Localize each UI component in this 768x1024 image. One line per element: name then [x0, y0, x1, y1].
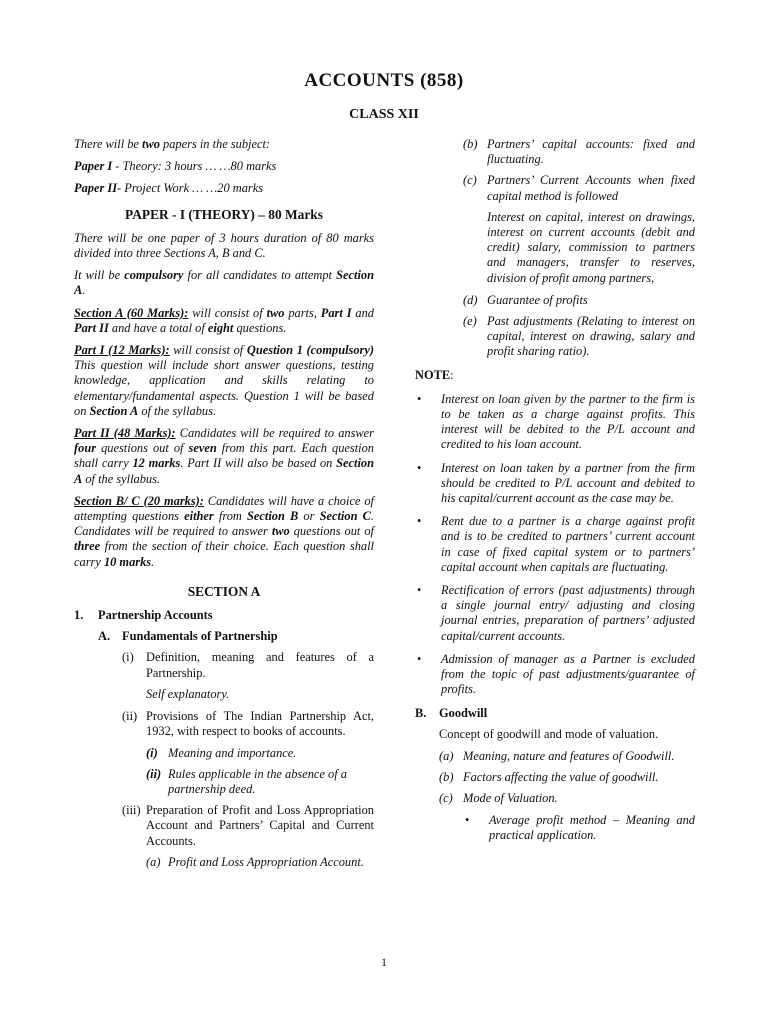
- section-bc-paragraph: Section B/ C (20 marks): Candidates will have a choice of attempting questions either from Section B or Section C. Candidates will be required to answer two questions out of three from the section of their choice. Each question shall carry 10 marks.: [74, 493, 374, 569]
- goodwill-item-b: (b) Factors affecting the value of goodwill.: [439, 770, 659, 785]
- item-e: (e) Past adjustments (Relating to interest on capital, interest on drawing, salary and profit sharing ratio).: [463, 314, 695, 359]
- note-heading: NOTE:: [415, 367, 454, 382]
- bullet-icon: •: [417, 391, 422, 406]
- theory-heading: PAPER - I (THEORY) – 80 Marks: [125, 206, 323, 222]
- goodwill-intro: Concept of goodwill and mode of valuation.: [439, 726, 659, 741]
- topic-partnership-accounts: 1. Partnership Accounts: [74, 608, 213, 623]
- goodwill-item-c: (c) Mode of Valuation.: [439, 791, 558, 806]
- page-number: 1: [381, 955, 387, 969]
- paper-2-line: Paper II- Project Work … …20 marks: [74, 181, 264, 196]
- item-c-detail: Interest on capital, interest on drawings, interest on current accounts (debit and credit) salary, commission to partners and managers, transfer to reserves, division of profit among partners,: [487, 209, 695, 285]
- note-bullet: • Rectification of errors (past adjustments) through a single journal entry/ adjusting and closing journal entries, preparation of partners’ adjusted capital/current accounts.: [417, 583, 695, 643]
- subtopic-fundamentals: A. Fundamentals of Partnership: [98, 629, 278, 644]
- note-bullet: • Admission of manager as a Partner is excluded from the topic of past adjustments/guarantee of profits.: [417, 651, 695, 697]
- item-d: (d) Guarantee of profits: [463, 292, 588, 307]
- part-ii-paragraph: Part II (48 Marks): Candidates will be required to answer four questions out of seven from this part. Each question shall carry 12 marks. Part II will also be based on Section A of the syllabus.: [74, 426, 375, 486]
- section-a-heading: SECTION A: [187, 583, 261, 599]
- subtopic-goodwill: B. Goodwill: [415, 705, 488, 720]
- bullet-icon: •: [417, 514, 422, 529]
- item-c: (c) Partners’ Current Accounts when fixed capital method is followed: [463, 173, 695, 203]
- note-bullet: • Interest on loan taken by a partner from the firm should be credited to P/L account and debited to his capital/current account as the case may be.: [417, 460, 695, 506]
- right-column: [415, 137, 695, 851]
- item-ii-sub-i: (i) Meaning and importance.: [146, 745, 297, 760]
- page-title: ACCOUNTS (858): [304, 70, 464, 91]
- paper-1-line: Paper I - Theory: 3 hours … …80 marks: [74, 159, 277, 174]
- item-i-note: Self explanatory.: [146, 686, 230, 701]
- class-heading: CLASS XII: [349, 107, 419, 122]
- section-a-paragraph: Section A (60 Marks): will consist of two parts, Part I and Part II and have a total of eight questions.: [74, 305, 374, 335]
- goodwill-bullet: • Average profit method – Meaning and practical application.: [465, 812, 695, 842]
- item-iii-sub-a: (a) Profit and Loss Appropriation Account.: [146, 854, 364, 869]
- compulsory-paragraph: It will be compulsory for all candidates to attempt Section A.: [74, 268, 374, 298]
- left-column: [74, 137, 374, 876]
- item-b: (b) Partners’ capital accounts: fixed and fluctuating.: [463, 137, 695, 167]
- goodwill-item-a: (a) Meaning, nature and features of Goodwill.: [439, 748, 675, 763]
- item-ii: (ii) Provisions of The Indian Partnership Act, 1932, with respect to books of accounts.: [122, 709, 374, 739]
- bullet-icon: •: [417, 583, 422, 598]
- paper-duration-paragraph: There will be one paper of 3 hours duration of 80 marks divided into three Sections A, B and C.: [74, 230, 374, 261]
- item-i: (i) Definition, meaning and features of a Partnership.: [122, 650, 374, 680]
- part-i-paragraph: Part I (12 Marks): will consist of Question 1 (compulsory) This question will include short answer questions, testing knowledge, application and skills relating to elementary/fundamental aspects. Question 1 will be based on Section A of the syllabus.: [74, 343, 374, 418]
- note-bullet: • Interest on loan given by the partner to the firm is to be taken as a charge against profits. This interest will be debited to the P/L account and credited to his loan account.: [417, 391, 695, 452]
- bullet-icon: •: [465, 812, 470, 827]
- note-bullet: • Rent due to a partner is a charge against profit and is to be credited to partners’ current account in case of fixed capital system or to partners’ capital account when capitals are fluctuating.: [417, 514, 695, 574]
- item-iii: (iii) Preparation of Profit and Loss Appropriation Account and Partners’ Capital and Current Accounts.: [122, 803, 374, 848]
- item-ii-sub-ii: (ii) Rules applicable in the absence of a partnership deed.: [146, 766, 347, 796]
- bullet-icon: •: [417, 460, 422, 475]
- bullet-icon: •: [417, 651, 422, 666]
- intro-line: There will be two papers in the subject:: [74, 137, 271, 151]
